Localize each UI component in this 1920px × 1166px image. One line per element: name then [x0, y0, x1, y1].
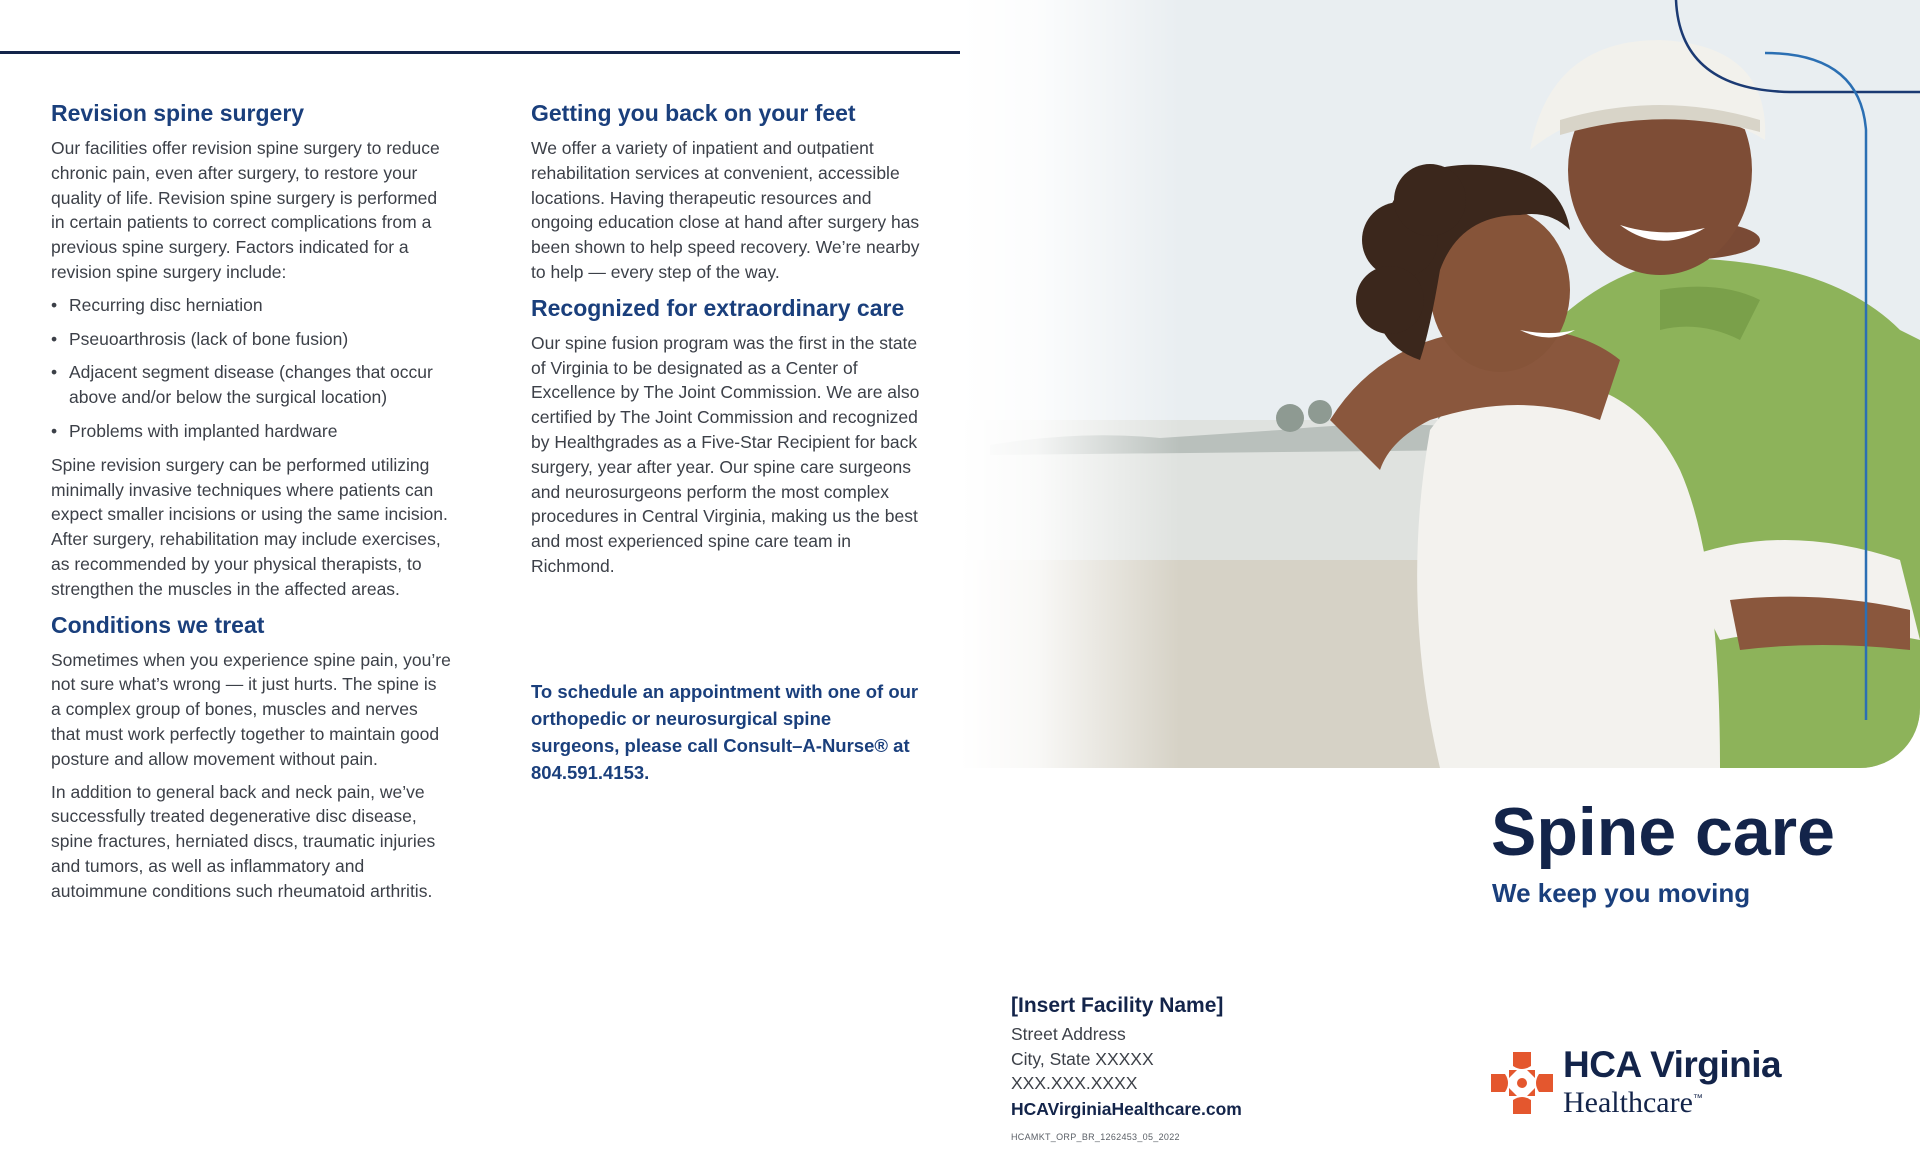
- list-item: • Adjacent segment disease (changes that occur above and/or below the surgical location): [51, 360, 451, 410]
- hca-cross-icon: [1491, 1052, 1553, 1114]
- cover-title: Spine care: [1491, 794, 1835, 870]
- phone-number: XXX.XXX.XXXX: [1011, 1073, 1138, 1093]
- document-code: HCAMKT_ORP_BR_1262453_05_2022: [1011, 1131, 1180, 1142]
- revision-intro: Our facilities offer revision spine surgery to reduce chronic pain, even after surgery, to restore your quality of life. Revision spine surgery is performed in certain patients to correct complications from a previous spine surgery. Factors indicated for a revision spine surgery include:: [51, 138, 440, 282]
- list-item: • Recurring disc herniation: [51, 293, 451, 318]
- left-column: [51, 98, 451, 912]
- hero-photo: [960, 0, 1920, 768]
- conditions-paragraph-1: Sometimes when you experience spine pain, you’re not sure what’s wrong — it just hurts. The spine is a complex group of bones, muscles and nerves that must work perfectly together to maintain good posture and allow movement without pain.: [51, 649, 451, 769]
- feet-heading: Getting you back on your feet: [531, 100, 856, 126]
- logo-trademark: ™: [1692, 1093, 1703, 1104]
- revision-heading: Revision spine surgery: [51, 100, 305, 126]
- recognized-body: Our spine fusion program was the first in the state of Virginia to be designated as a Center of Excellence by The Joint Commission. We are also certified by The Joint Commission and recognized by Healthgrades as a Five-Star Recipient for back surgery, year after year. Our spine care surgeons and neurosurgeons perform the most complex procedures in Central Virginia, making us the best and most experienced spine care team in Richmond.: [531, 332, 920, 576]
- appointment-cta: To schedule an appointment with one of our orthopedic or neurosurgical spine surgeons, please call Consult–A-Nurse® at 804.591.4153.: [531, 681, 919, 783]
- address-block: [1011, 992, 1371, 1142]
- facility-name: [Insert Facility Name]: [1011, 994, 1224, 1017]
- city-state: City, State XXXXX: [1011, 1048, 1154, 1069]
- website-link[interactable]: HCAVirginiaHealthcare.com: [1011, 1098, 1242, 1119]
- revision-factors-list: [51, 293, 451, 444]
- hero-fade-overlay: [960, 0, 1180, 768]
- hca-virginia-logo: [1491, 1044, 1811, 1119]
- logo-line-2: [1563, 1082, 1703, 1120]
- cover-tagline: We keep you moving: [1492, 878, 1751, 908]
- middle-column: [531, 98, 921, 587]
- list-item: • Problems with implanted hardware: [51, 419, 451, 444]
- street-address: Street Address: [1011, 1024, 1126, 1044]
- revision-outro: Spine revision surgery can be performed utilizing minimally invasive techniques where patients can expect smaller incisions or using the same incision. After surgery, rehabilitation may include exercises, as recommended by your physical therapists, to strengthen the muscles in the affected areas.: [51, 454, 448, 599]
- feet-body: We offer a variety of inpatient and outpatient rehabilitation services at convenient, accessible locations. Having therapeutic resources and ongoing education close at hand after surgery has been shown to help speed recovery. We’re nearby to help — every step of the way.: [531, 138, 920, 282]
- logo-healthcare-text: Healthcare: [1563, 1086, 1693, 1119]
- conditions-heading: Conditions we treat: [51, 611, 265, 638]
- conditions-paragraph-2: In addition to general back and neck pain, we’ve successfully treated degenerative disc disease, spine fractures, herniated discs, traumatic injuries and tumors, as well as inflammatory and autoimmune conditions such rheumatoid arthritis.: [51, 781, 436, 901]
- recognized-heading: Recognized for extraordinary care: [531, 294, 905, 321]
- logo-line-1: HCA Virginia: [1563, 1044, 1782, 1085]
- list-item: • Pseuoarthrosis (lack of bone fusion): [51, 327, 451, 352]
